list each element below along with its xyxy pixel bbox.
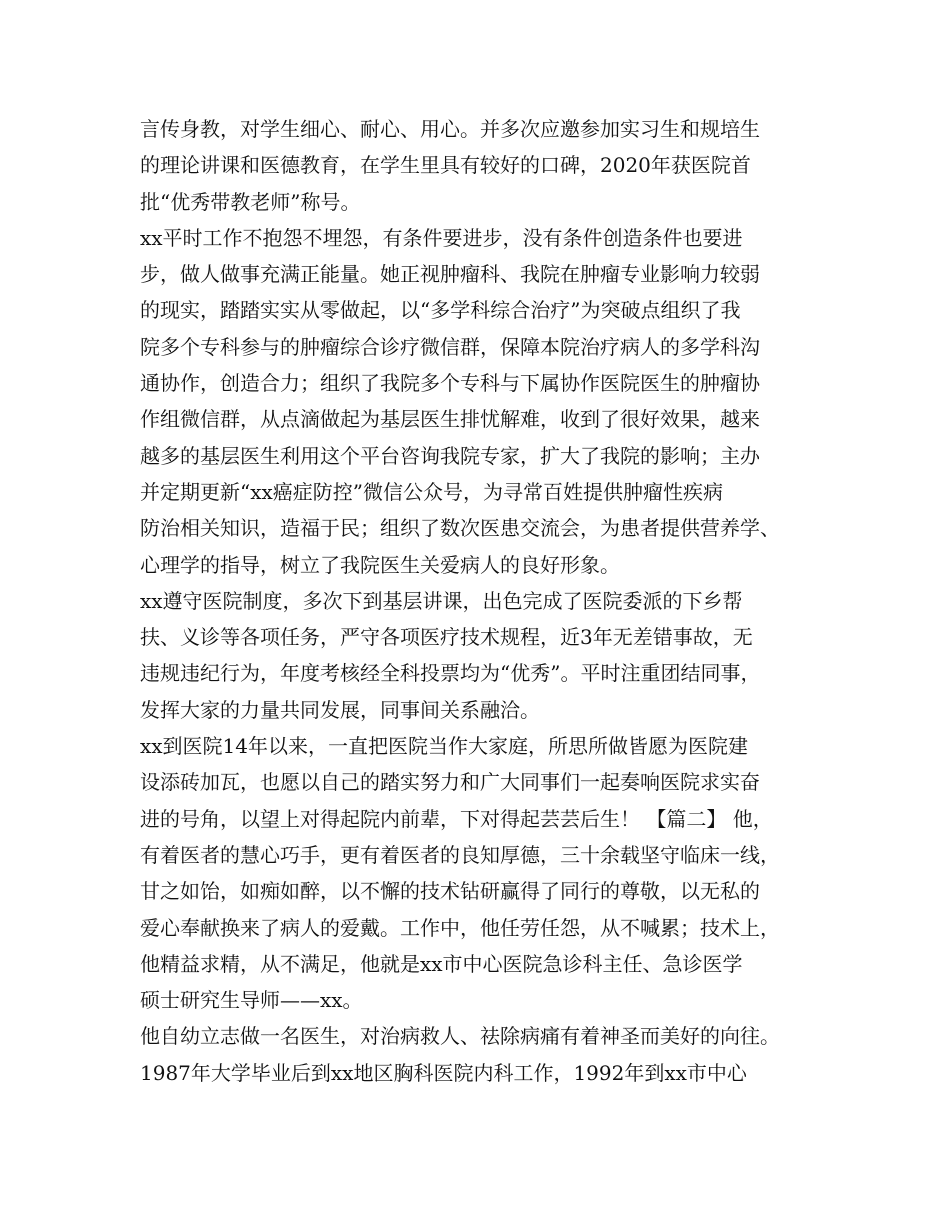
text-line: 有着医者的慧心巧手，更有着医者的良知厚德，三十余载坚守临床一线， xyxy=(140,842,780,867)
text-line: 防治相关知识，造福于民；组织了数次医患交流会，为患者提供营养学、 xyxy=(140,516,780,541)
text-line: 越多的基层医生利用这个平台咨询我院专家，扩大了我院的影响；主办 xyxy=(140,443,760,468)
text-line: xx平时工作不抱怨不埋怨，有条件要进步，没有条件创造条件也要进 xyxy=(140,225,743,250)
text-line: 发挥大家的力量共同发展，同事间关系融洽。 xyxy=(140,697,540,722)
text-line: 批“优秀带教老师”称号。 xyxy=(140,189,361,214)
text-line: xx到医院14年以来，一直把医院当作大家庭，所思所做皆愿为医院建 xyxy=(140,734,749,759)
text-line: 违规违纪行为，年度考核经全科投票均为“优秀”。平时注重团结同事， xyxy=(140,661,761,686)
text-line: 言传身教，对学生细心、耐心、用心。并多次应邀参加实习生和规培生 xyxy=(140,117,760,141)
text-line: 扶、义诊等各项任务，严守各项医疗技术规程，近3年无差错事故，无 xyxy=(140,625,753,650)
text-line: 并定期更新“xx癌症防控”微信公众号，为寻常百姓提供肿瘤性疾病 xyxy=(140,479,724,504)
text-line: 1987年大学毕业后到xx地区胸科医院内科工作，1992年到xx市中心 xyxy=(140,1060,747,1085)
text-line: 他精益求精，从不满足，他就是xx市中心医院急诊科主任、急诊医学 xyxy=(140,951,743,976)
text-line: 心理学的指导，树立了我院医生关爱病人的良好形象。 xyxy=(140,552,620,577)
text-line: 的现实，踏踏实实从零做起，以“多学科综合治疗”为突破点组织了我 xyxy=(140,298,741,323)
text-line: 作组微信群，从点滴做起为基层医生排忧解难，收到了很好效果，越来 xyxy=(140,407,760,432)
text-line: 爱心奉献换来了病人的爱戴。工作中，他任劳任怨，从不喊累；技术上， xyxy=(140,915,780,940)
text-line: 院多个专科参与的肿瘤综合诊疗微信群，保障本院治疗病人的多学科沟 xyxy=(140,334,760,359)
text-line: 进的号角，以望上对得起院内前辈，下对得起芸芸后生！ 【篇二】 他， xyxy=(140,806,773,831)
text-line: 步，做人做事充满正能量。她正视肿瘤科、我院在肿瘤专业影响力较弱 xyxy=(140,262,760,287)
text-line: 的理论讲课和医德教育，在学生里具有较好的口碑，2020年获医院首 xyxy=(140,153,751,178)
text-line: xx遵守医院制度，多次下到基层讲课，出色完成了医院委派的下乡帮 xyxy=(140,588,743,613)
text-line: 通协作，创造合力；组织了我院多个专科与下属协作医院医生的肿瘤协 xyxy=(140,371,760,396)
text-line: 设添砖加瓦，也愿以自己的踏实努力和广大同事们一起奏响医院求实奋 xyxy=(140,770,760,795)
text-line: 他自幼立志做一名医生，对治病救人、祛除病痛有着神圣而美好的向往。 xyxy=(140,1024,780,1049)
body-text xyxy=(140,111,840,1091)
text-line: 硕士研究生导师——xx。 xyxy=(140,988,363,1013)
text-line: 甘之如饴，如痴如醉，以不懈的技术钻研赢得了同行的尊敬，以无私的 xyxy=(140,879,760,904)
